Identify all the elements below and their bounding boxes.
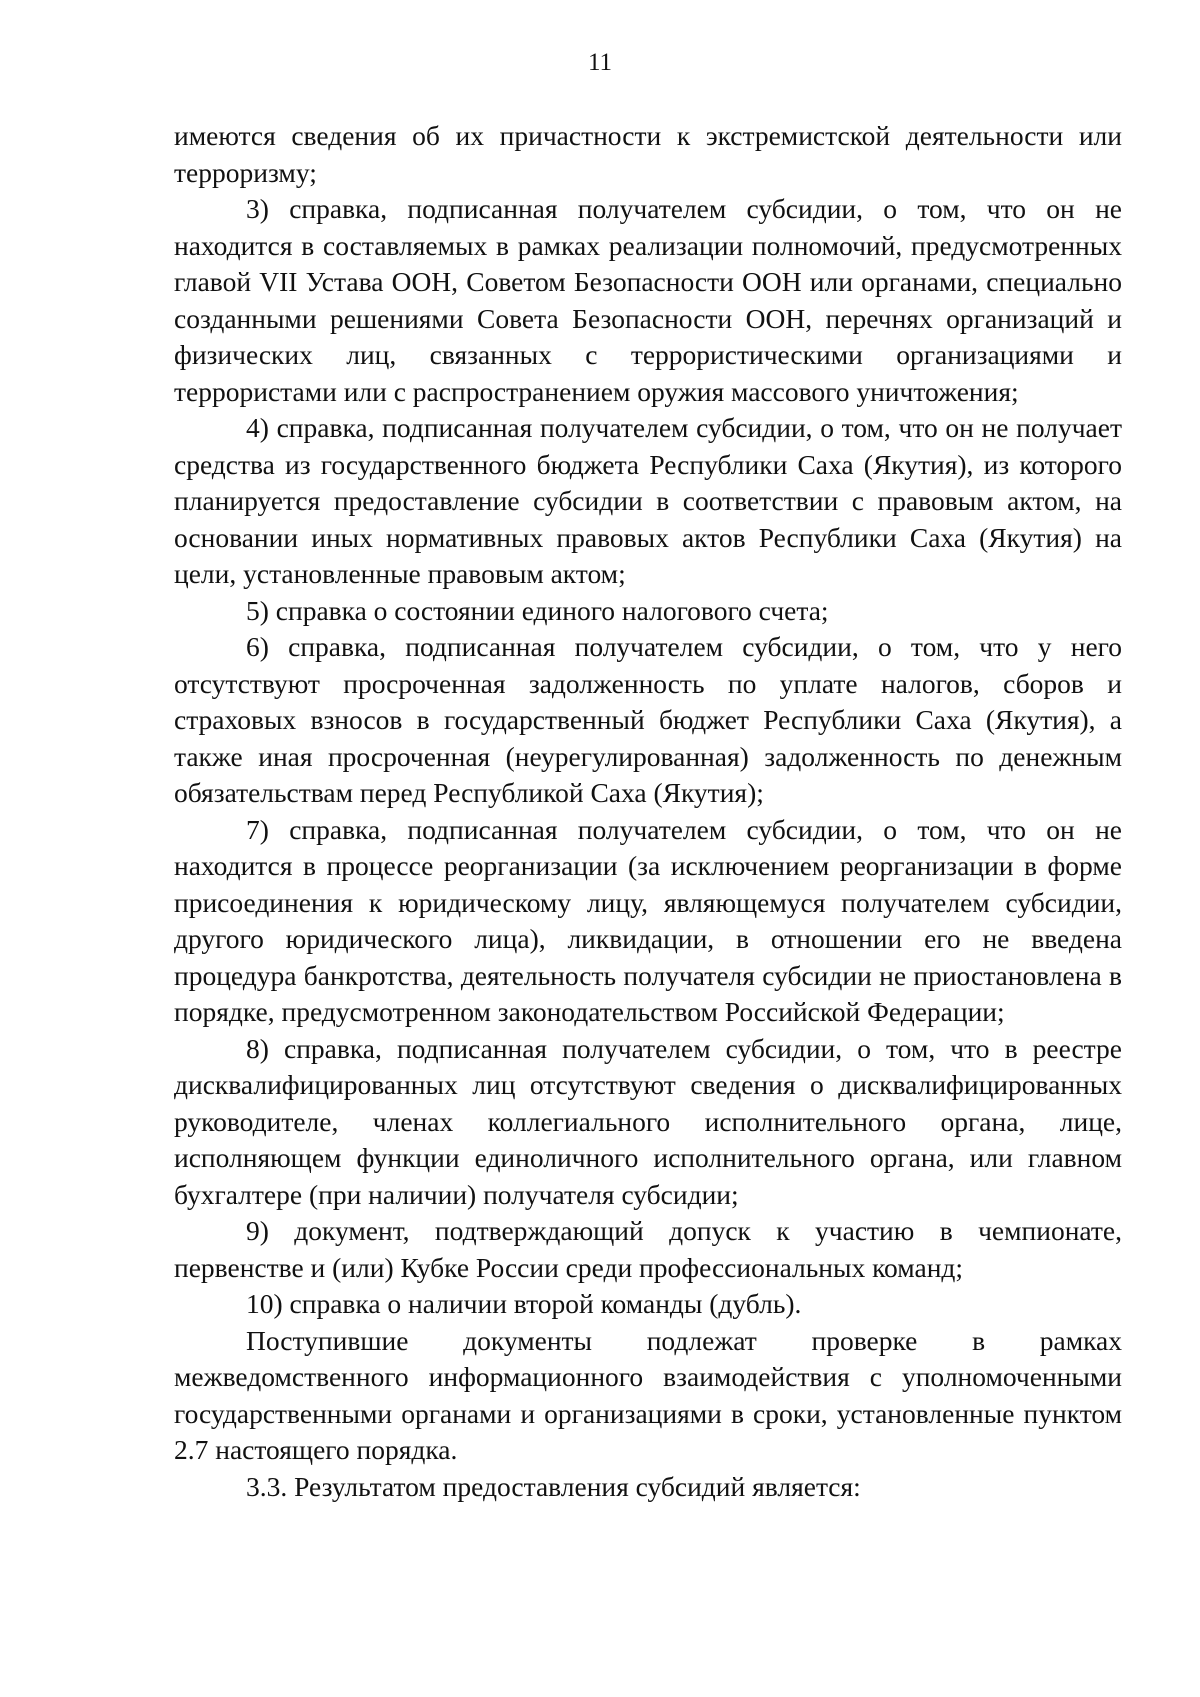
list-item-6: 6) справка, подписанная получателем субсидии, о том, что у него отсутствуют просроченная задолженность по уплате налогов, сборов и страховых взносов в государственный бюджет Республики Саха (Якутия), а также иная просроченная (неурегулированная) задолженность по денежным обязательствам перед Республикой Саха (Якутия); <box>174 631 1122 808</box>
list-item-7: 7) справка, подписанная получателем субсидии, о том, что он не находится в процессе реорганизации (за исключением реорганизации в форме присоединения к юридическому лицу, являющемуся получателем субсидии, другого юридического лица), ликвидации, в отношении его не введена процедура банкротства, деятельность получателя субсидии не приостановлена в порядке, предусмотренном законодательством Российской Федерации; <box>174 813 1122 1027</box>
list-item-8: 8) справка, подписанная получателем субсидии, о том, что в реестре дисквалифицированных лиц отсутствуют сведения о дисквалифицированных руководителе, членах коллегиального исполнительного органа, лице, исполняющем функции единоличного исполнительного органа, или главном бухгалтере (при наличии) получателя субсидии; <box>174 1032 1122 1210</box>
paragraph-verification: Поступившие документы подлежат проверке в рамках межведомственного информационного взаимодействия с уполномоченными государственными органами и организациями в сроки, установленные пунктом 2.7 настоящего порядка. <box>174 1324 1122 1465</box>
section-3-3-heading: 3.3. Результатом предоставления субсидий является: <box>246 1470 861 1502</box>
list-item-4: 4) справка, подписанная получателем субсидии, о том, что он не получает средства из государственного бюджета Республики Саха (Якутия), из которого планируется предоставление субсидии в соответствии с правовым актом, на основании иных нормативных правовых актов Республики Саха (Якутия) на цели, установленные правовым актом; <box>174 412 1122 589</box>
paragraph-continuation: имеются сведения об их причастности к экстремистской деятельности или терроризму; <box>174 120 1122 188</box>
list-item-9: 9) документ, подтверждающий допуск к участию в чемпионате, первенстве и (или) Кубке России среди профессиональных команд; <box>174 1215 1122 1283</box>
page-number: 11 <box>587 49 613 76</box>
list-item-3: 3) справка, подписанная получателем субсидии, о том, что он не находится в составляемых в рамках реализации полномочий, предусмотренных главой VII Устава ООН, Советом Безопасности ООН или органами, специально созданными решениями Совета Безопасности ООН, перечнях организаций и физических лиц, связанных с террористическими организациями и террористами или с распространением оружия массового уничтожения; <box>174 193 1122 407</box>
document-body <box>174 118 1122 1505</box>
list-item-10: 10) справка о наличии второй команды (дубль). <box>246 1288 802 1319</box>
list-item-5: 5) справка о состоянии единого налогового счета; <box>246 594 829 626</box>
